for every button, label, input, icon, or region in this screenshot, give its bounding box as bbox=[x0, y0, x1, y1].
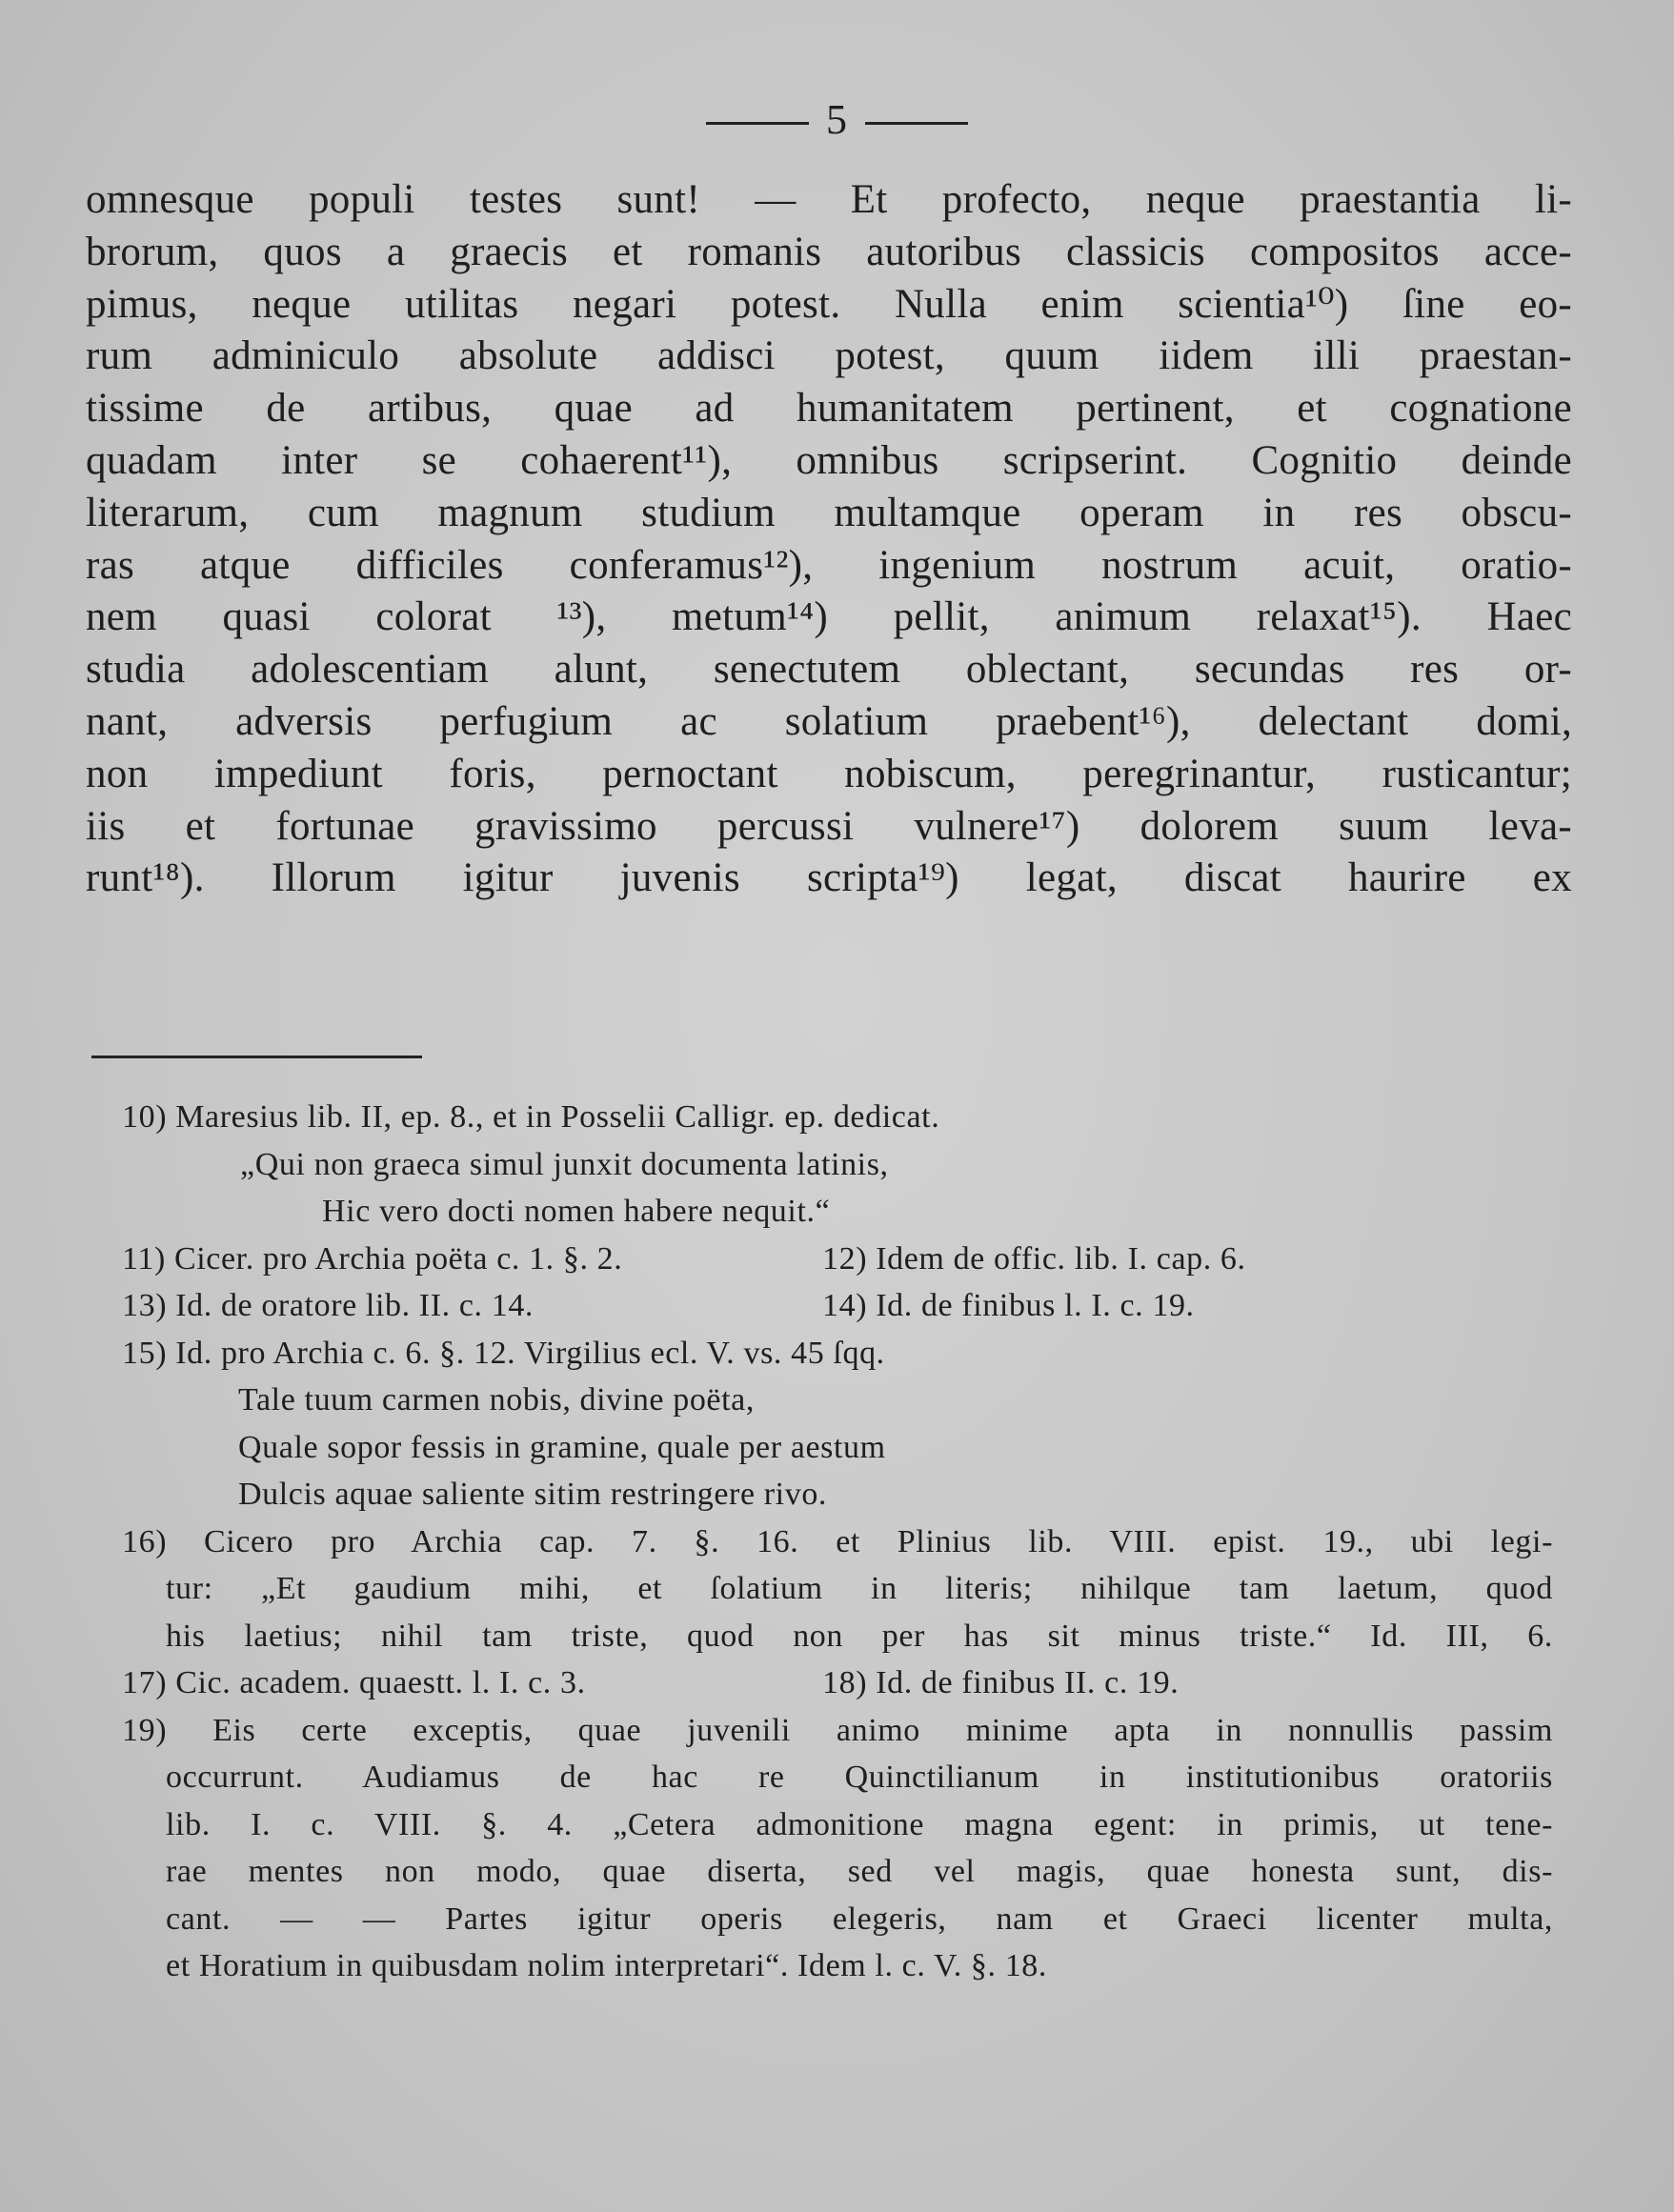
footnote-15-verse: Quale sopor fessis in gramine, quale per aestum bbox=[238, 1429, 886, 1465]
page-number: 5 bbox=[826, 96, 848, 143]
footnote-15-verse: Dulcis aquae saliente sitim restringere rivo. bbox=[238, 1477, 828, 1512]
footnote-18: 18) Id. de finibus II. c. 19. bbox=[822, 1665, 1180, 1700]
footnote-14: 14) Id. de finibus l. I. c. 19. bbox=[822, 1288, 1195, 1323]
body-line: literarum, cum magnum studium multamque operam in res obscu- bbox=[86, 490, 1572, 535]
body-line: omnesque populi testes sunt! — Et profecto, neque praestantia li- bbox=[86, 177, 1572, 222]
body-line: nem quasi colorat ¹³), metum¹⁴) pellit, animum relaxat¹⁵). Haec bbox=[86, 594, 1572, 640]
footnote-15: 15) Id. pro Archia c. 6. §. 12. Virgilius ecl. V. vs. 45 ſqq. bbox=[122, 1335, 885, 1371]
body-line: rum adminiculo absolute addisci potest, quum iidem illi praestan- bbox=[86, 333, 1572, 379]
footnote-19-cont: lib. I. c. VIII. §. 4. „Cetera admonitione magna egent: in primis, ut tene- bbox=[166, 1806, 1553, 1842]
body-line: non impediunt foris, pernoctant nobiscum, peregrinantur, rusticantur; bbox=[86, 751, 1572, 796]
footnote-19-cont: occurrunt. Audiamus de hac re Quinctilianum in institutionibus oratoriis bbox=[166, 1760, 1553, 1795]
footnote-19-cont: rae mentes non modo, quae diserta, sed vel magis, quae honesta sunt, dis- bbox=[166, 1854, 1553, 1889]
footnote-11: 11) Cicer. pro Archia poëta c. 1. §. 2. bbox=[122, 1240, 623, 1277]
header-right-rule bbox=[865, 122, 968, 125]
footnote-19-cont: cant. — — Partes igitur operis elegeris, nam et Graeci licenter multa, bbox=[166, 1900, 1553, 1937]
footnote-10-quote: Hic vero docti nomen habere nequit.“ bbox=[322, 1194, 831, 1229]
footnote-10-quote: „Qui non graeca simul junxit documenta latinis, bbox=[240, 1146, 889, 1182]
footnote-16: 16) Cicero pro Archia cap. 7. §. 16. et Plinius lib. VIII. epist. 19., ubi legi- bbox=[122, 1523, 1553, 1559]
body-line: nant, adversis perfugium ac solatium praebent¹⁶), delectant domi, bbox=[86, 698, 1572, 744]
footnote-row bbox=[122, 1659, 1553, 1707]
footnote-10: 10) Maresius lib. II, ep. 8., et in Posselii Calligr. ep. dedicat. bbox=[122, 1099, 940, 1135]
body-line: ras atque difficiles conferamus¹²), ingenium nostrum acuit, oratio- bbox=[86, 542, 1572, 588]
footnote-19: 19) Eis certe exceptis, quae juvenili animo minime apta in nonnullis passim bbox=[122, 1712, 1553, 1748]
footnote-separator bbox=[91, 1056, 422, 1058]
body-line: brorum, quos a graecis et romanis autoribus classicis compositos acce- bbox=[86, 229, 1572, 274]
footnotes bbox=[122, 1094, 1553, 1990]
header-left-rule bbox=[706, 122, 809, 125]
footnote-15-verse: Tale tuum carmen nobis, divine poëta, bbox=[238, 1382, 755, 1418]
body-line: studia adolescentiam alunt, senectutem oblectant, secundas res or- bbox=[86, 647, 1572, 693]
footnote-12: 12) Idem de offic. lib. I. cap. 6. bbox=[822, 1240, 1246, 1277]
body-line: tissime de artibus, quae ad humanitatem pertinent, et cognatione bbox=[86, 386, 1572, 432]
footnote-row bbox=[122, 1236, 1553, 1283]
footnote-row bbox=[122, 1282, 1553, 1330]
footnote-16-cont: his laetius; nihil tam triste, quod non per has sit minus triste.“ Id. III, 6. bbox=[166, 1618, 1553, 1654]
body-line: pimus, neque utilitas negari potest. Nulla enim scientia¹⁰) ſine eo- bbox=[86, 281, 1572, 327]
body-line: iis et fortunae gravissimo percussi vulnere¹⁷) dolorem suum leva- bbox=[86, 803, 1572, 849]
page-header bbox=[0, 95, 1674, 144]
main-text bbox=[86, 174, 1572, 905]
footnote-13: 13) Id. de oratore lib. II. c. 14. bbox=[122, 1288, 534, 1323]
footnote-16-cont: tur: „Et gaudium mihi, et ſolatium in literis; nihilque tam laetum, quod bbox=[166, 1571, 1553, 1606]
footnote-17: 17) Cic. academ. quaestt. l. I. c. 3. bbox=[122, 1665, 586, 1700]
body-line: runt¹⁸). Illorum igitur juvenis scripta¹⁹) legat, discat haurire ex bbox=[86, 855, 1572, 901]
footnote-19-cont: et Horatium in quibusdam nolim interpretari“. Idem l. c. V. §. 18. bbox=[166, 1948, 1048, 1983]
body-line: quadam inter se cohaerent¹¹), omnibus scripserint. Cognitio deinde bbox=[86, 437, 1572, 483]
